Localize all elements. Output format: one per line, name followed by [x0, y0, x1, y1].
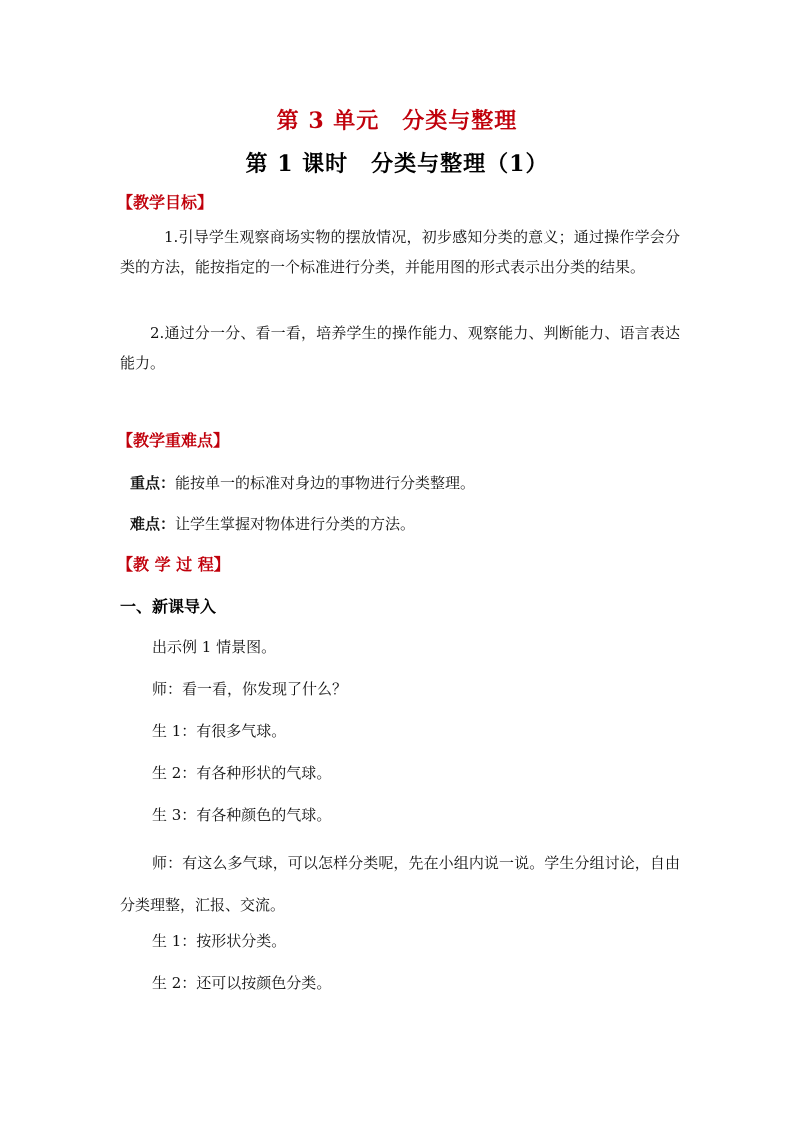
- key-point-text: 能按单一的标准对身边的事物进行分类整理。: [175, 474, 476, 492]
- key-points-heading: 【教学重难点】: [117, 431, 230, 450]
- difficult-point-line: [130, 509, 415, 539]
- process-line: 出示例 1 情景图。: [152, 638, 277, 656]
- objective-item-2: 2.通过分一分、看一看，培养学生的操作能力、观察能力、判断能力、语言表达能力。: [120, 324, 680, 372]
- unit-title: 第 3 单元 分类与整理: [276, 108, 518, 134]
- process-line: 生 2：还可以按颜色分类。: [152, 974, 332, 992]
- process-line: 生 2：有各种形状的气球。: [152, 764, 332, 782]
- key-point-line: [130, 468, 475, 498]
- process-line: 生 1：按形状分类。: [152, 932, 287, 950]
- process-heading: 【教 学 过 程】: [117, 555, 230, 574]
- objective-item-1: 1.引导学生观察商场实物的摆放情况，初步感知分类的意义；通过操作学会分类的方法，能按指定的一个标准进行分类，并能用图的形式表示出分类的结果。: [120, 228, 680, 276]
- process-line: 生 3：有各种颜色的气球。: [152, 806, 332, 824]
- process-line: 师：看一看，你发现了什么？: [152, 680, 348, 698]
- difficult-point-label: 难点：: [130, 515, 176, 533]
- key-point-label: 重点：: [130, 474, 176, 492]
- lesson-title: 第 1 课时 分类与整理（1）: [245, 151, 549, 177]
- objectives-heading: 【教学目标】: [117, 193, 214, 212]
- section-new-lesson-intro: 一、新课导入: [120, 597, 217, 616]
- process-line: 生 1：有很多气球。: [152, 722, 287, 740]
- process-line: 师：有这么多气球，可以怎样分类呢，先在小组内说一说。学生分组讨论，自由分类理整，汇报、交流。: [120, 854, 680, 914]
- difficult-point-text: 让学生掌握对物体进行分类的方法。: [175, 515, 416, 533]
